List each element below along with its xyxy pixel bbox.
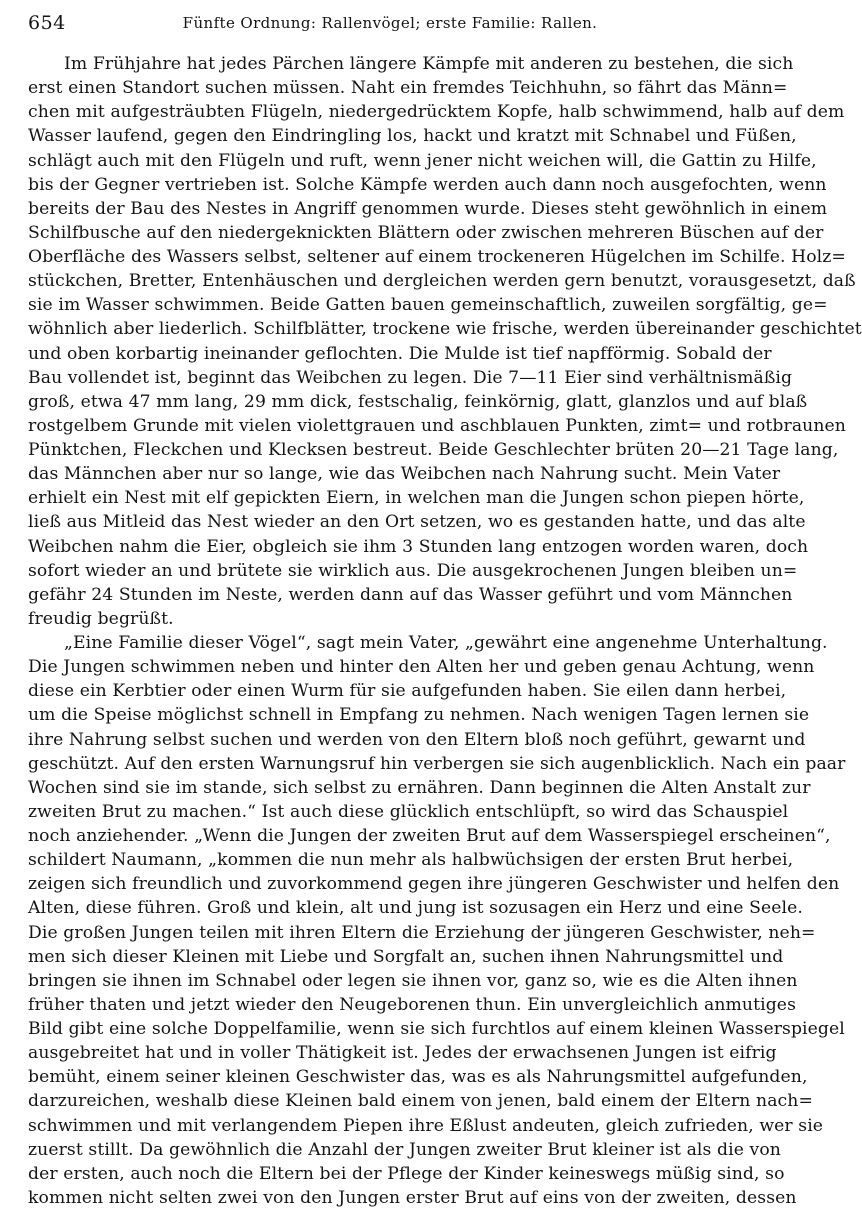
- running-title: Fünfte Ordnung: Rallenvögel; erste Familie: Rallen.: [182, 14, 598, 32]
- text-line: kommen nicht selten zwei von den Jungen erster Brut auf eins von der zweiten, dessen: [28, 1187, 797, 1208]
- paragraph-2: [28, 631, 846, 1210]
- text-line: chen mit aufgesträubten Flügeln, niedergedrücktem Kopfe, halb schwimmend, halb auf dem: [28, 102, 845, 123]
- text-line: ihre Nahrung selbst suchen und werden von den Eltern bloß noch geführt, gewarnt und: [28, 729, 806, 750]
- text-line: rostgelbem Grunde mit vielen violettgrauen und aschblauen Punkten, zimt= und rotbraunen: [28, 415, 846, 436]
- text-line: Oberfläche des Wassers selbst, seltener auf einem trockeneren Hügelchen im Schilfe. Holz=: [28, 247, 846, 267]
- text-line: Pünktchen, Fleckchen und Klecksen bestreut. Beide Geschlechter brüten 20—21 Tage lang,: [28, 440, 839, 460]
- text-line: noch anziehender. „Wenn die Jungen der zweiten Brut auf dem Wasserspiegel erscheinen“,: [28, 826, 831, 846]
- body-text: [28, 52, 862, 1210]
- text-line: Die großen Jungen teilen mit ihren Eltern die Erziehung der jüngeren Geschwister, neh=: [28, 922, 816, 943]
- text-line: Die Jungen schwimmen neben und hinter den Alten her und geben genau Achtung, wenn: [28, 657, 815, 678]
- text-line: zeigen sich freundlich und zuvorkommend gegen ihre jüngeren Geschwister und helfen den: [28, 874, 840, 895]
- text-line: Im Frühjahre hat jedes Pärchen längere Kämpfe mit anderen zu bestehen, die sich: [64, 54, 794, 74]
- text-line: und oben korbartig ineinander geflochten. Die Mulde ist tief napfförmig. Sobald der: [28, 343, 772, 364]
- text-line: „Eine Familie dieser Vögel“, sagt mein Vater, „gewährt eine angenehme Unterhaltung.: [64, 633, 828, 653]
- text-line: erhielt ein Nest mit elf gepickten Eiern, in welchen man die Jungen schon piepen hörte,: [28, 488, 805, 509]
- text-line: men sich dieser Kleinen mit Liebe und Sorgfalt an, suchen ihnen Nahrungsmittel und: [28, 946, 784, 967]
- text-line: sofort wieder an und brütete sie wirklich aus. Die ausgekrochenen Jungen bleiben un=: [28, 560, 798, 581]
- text-line: bringen sie ihnen im Schnabel oder legen sie ihnen vor, ganz so, wie es die Alten ihnen: [28, 970, 798, 991]
- text-line: ausgebreitet hat und in voller Thätigkeit ist. Jedes der erwachsenen Jungen ist eifrig: [28, 1043, 777, 1064]
- text-line: Wochen sind sie im stande, sich selbst zu ernähren. Dann beginnen die Alten Anstalt zur: [28, 777, 811, 798]
- text-line: um die Speise möglichst schnell in Empfang zu nehmen. Nach wenigen Tagen lernen sie: [28, 705, 810, 726]
- text-line: groß, etwa 47 mm lang, 29 mm dick, festschalig, feinkörnig, glatt, glanzlos und auf blaß: [28, 391, 808, 412]
- text-line: bereits der Bau des Nestes in Angriff genommen wurde. Dieses steht gewöhnlich in einem: [28, 198, 828, 219]
- text-line: schildert Naumann, „kommen die nun mehr als halbwüchsigen der ersten Brut herbei,: [28, 850, 794, 871]
- text-line: bemüht, einem seiner kleinen Geschwister das, was es als Nahrungsmittel aufgefunden,: [28, 1067, 808, 1088]
- text-line: erst einen Standort suchen müssen. Naht ein fremdes Teichhuhn, so fährt das Männ=: [28, 78, 788, 99]
- text-line: diese ein Kerbtier oder einen Wurm für sie aufgefunden haben. Sie eilen dann herbei,: [28, 681, 787, 702]
- page-header: [28, 12, 752, 38]
- text-line: Bau vollendet ist, beginnt das Weibchen zu legen. Die 7—11 Eier sind verhältnismäßig: [28, 367, 793, 388]
- text-line: Weibchen nahm die Eier, obgleich sie ihm 3 Stunden lang entzogen worden waren, doch: [28, 536, 809, 557]
- text-line: schlägt auch mit den Flügeln und ruft, wenn jener nicht weichen will, die Gattin zu Hilfe,: [28, 150, 817, 171]
- text-line: Alten, diese führen. Groß und klein, alt und jung ist sozusagen ein Herz und eine Seele.: [28, 898, 803, 919]
- text-line: ließ aus Mitleid das Nest wieder an den Ort setzen, wo es gestanden hatte, und das alte: [28, 512, 806, 533]
- text-line: schwimmen und mit verlangendem Piepen ihre Eßlust andeuten, gleich zufrieden, wer sie: [28, 1115, 824, 1136]
- text-line: gefähr 24 Stunden im Neste, werden dann auf das Wasser geführt und vom Männchen: [28, 584, 793, 605]
- text-line: der ersten, auch noch die Eltern bei der Pflege der Kinder keineswegs müßig sind, so: [28, 1163, 785, 1184]
- text-line: wöhnlich aber liederlich. Schilfblätter, trockene wie frische, werden übereinander geschichtet: [28, 319, 862, 340]
- text-line: zuerst stillt. Da gewöhnlich die Anzahl der Jungen zweiter Brut kleiner ist als die von: [28, 1139, 781, 1160]
- text-line: zweiten Brut zu machen.“ Ist auch diese glücklich entschlüpft, so wird das Schauspiel: [28, 801, 789, 822]
- text-line: früher thaten und jetzt wieder den Neugeborenen thun. Ein unvergleichlich anmutiges: [28, 994, 796, 1015]
- paragraph-1: [28, 52, 862, 631]
- text-line: bis der Gegner vertrieben ist. Solche Kämpfe werden auch dann noch ausgefochten, wenn: [28, 174, 827, 195]
- text-line: freudig begrüßt.: [28, 608, 174, 629]
- text-line: darzureichen, weshalb diese Kleinen bald einem von jenen, bald einem der Eltern nach=: [28, 1091, 813, 1112]
- page-number: 654: [28, 12, 66, 34]
- text-line: Wasser laufend, gegen den Eindringling los, hackt und kratzt mit Schnabel und Füßen,: [28, 126, 797, 147]
- text-line: sie im Wasser schwimmen. Beide Gatten bauen gemeinschaftlich, zuweilen sorgfältig, ge=: [28, 295, 828, 316]
- text-line: stückchen, Bretter, Entenhäuschen und dergleichen werden gern benutzt, vorausgesetzt, daß: [28, 271, 856, 292]
- text-line: das Männchen aber nur so lange, wie das Weibchen nach Nahrung sucht. Mein Vater: [28, 464, 781, 485]
- text-line: Bild gibt eine solche Doppelfamilie, wenn sie sich furchtlos auf einem kleinen Wasserspiegel: [28, 1019, 845, 1039]
- text-line: geschützt. Auf den ersten Warnungsruf hin verbergen sie sich augenblicklich. Nach ein paar: [28, 753, 846, 774]
- text-line: Schilfbusche auf den niedergeknickten Blättern oder zwischen mehreren Büschen auf der: [28, 222, 824, 243]
